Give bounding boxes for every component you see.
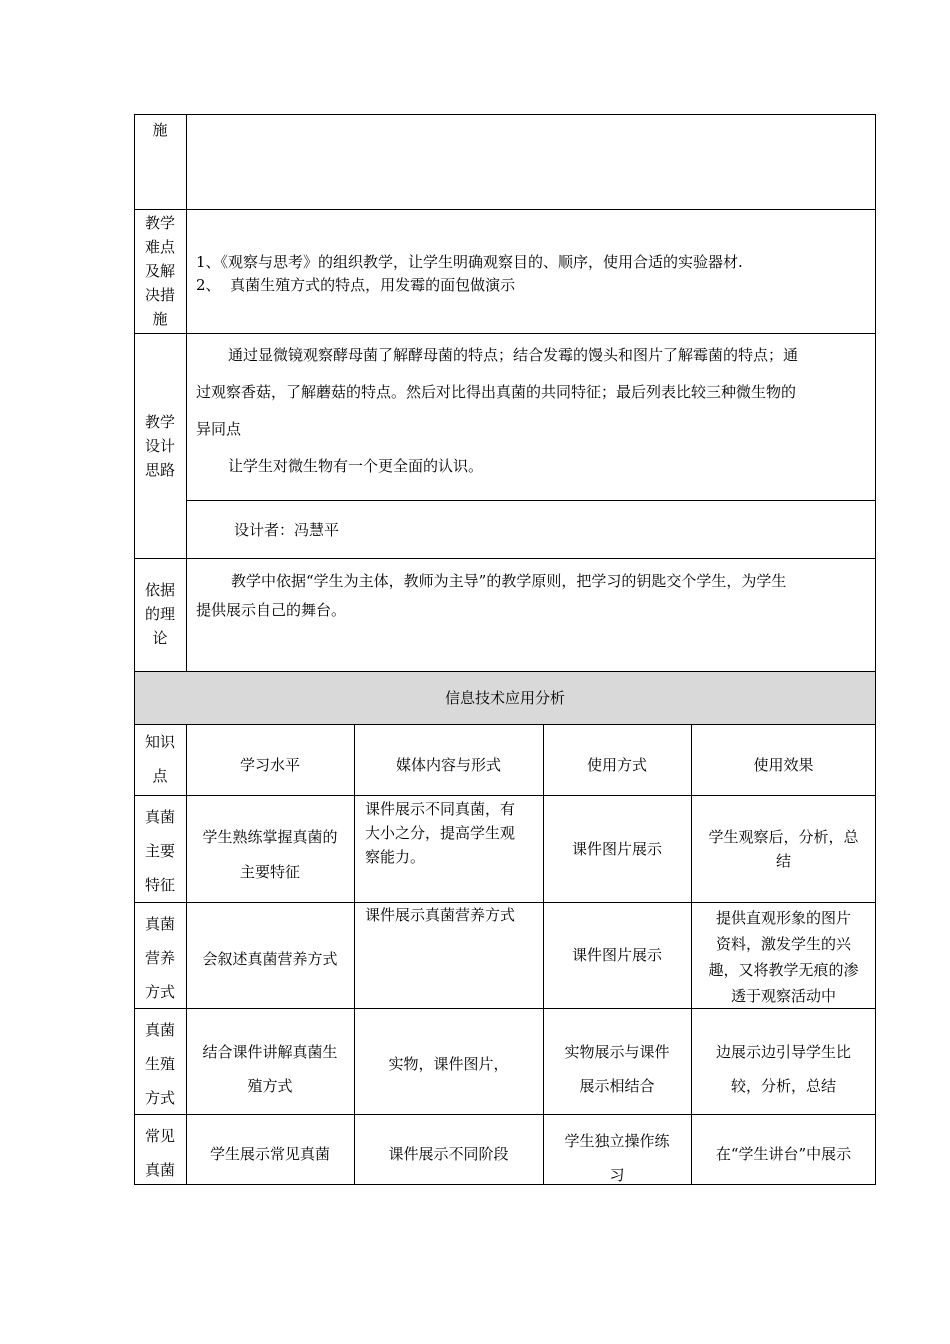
row4-usage: 学生独立操作练 习 [564, 1132, 670, 1184]
row1-usage: 课件图片展示 [571, 840, 662, 858]
row4-level: 学生展示常见真菌 [209, 1145, 330, 1163]
row-divider [186, 500, 876, 501]
row1-effect: 学生观察后，分析，总 结 [708, 828, 859, 870]
row3-level: 结合课件讲解真菌生 殖方式 [202, 1043, 338, 1095]
header-knowledge: 知识 点 [144, 733, 175, 785]
row2-media: 课件展示真菌营养方式 [365, 906, 516, 924]
col-divider [186, 114, 187, 671]
row3-knowledge: 真菌 生殖 方式 [144, 1021, 175, 1107]
header-level: 学习水平 [239, 756, 300, 774]
row2-knowledge: 真菌 营养 方式 [144, 915, 175, 1001]
section3-label: 教学 设计 思路 [144, 413, 175, 479]
difficulty-item-2: 2、 真菌生殖方式的特点，用发霉的面包做演示 [196, 276, 516, 294]
theory-paragraph: 教学中依据“学生为主体，教师为主导”的教学原则，把学习的钥匙交个学生，为学生 提供展示自己的舞台。 [196, 572, 787, 619]
row-divider [134, 724, 876, 725]
header-usage: 使用方式 [586, 756, 647, 774]
row-divider [134, 558, 876, 559]
row3-usage: 实物展示与课件 展示相结合 [564, 1043, 670, 1095]
difficulty-item-1: 1、《观察与思考》的组织教学，让学生明确观察目的、顺序，使用合适的实验器材. [196, 253, 743, 271]
row-divider [134, 333, 876, 334]
col-divider [354, 724, 355, 1185]
row1-level: 学生熟练掌握真菌的 主要特征 [202, 828, 338, 881]
row4-effect: 在“学生讲台”中展示 [715, 1145, 852, 1163]
header-effect: 使用效果 [753, 756, 814, 774]
row1-media: 课件展示不同真菌，有 大小之分，提高学生观 察能力。 [365, 800, 516, 866]
row3-media: 实物，课件图片， [388, 1055, 509, 1073]
row-divider [134, 209, 876, 210]
section4-label: 依据 的理 论 [144, 581, 175, 647]
row-divider [134, 795, 876, 796]
row2-usage: 课件图片展示 [571, 946, 662, 964]
section2-label: 教学 难点 及解 决措 施 [144, 214, 175, 328]
info-section-title: 信息技术应用分析 [444, 689, 565, 707]
design-paragraph: 通过显微镜观察酵母菌了解酵母菌的特点；结合发霉的馒头和图片了解霉菌的特点；通 过观察香菇，了解蘑菇的特点。然后对比得出真菌的共同特征；最后列表比较三种微生物的 异同点 让学生对微生物有一个更全面的认识。 [196, 346, 799, 475]
row2-level: 会叙述真菌营养方式 [202, 950, 338, 968]
section1-label: 施 [152, 121, 168, 139]
row-divider [134, 1114, 876, 1115]
row4-knowledge: 常见 真菌 [144, 1127, 175, 1179]
row4-media: 课件展示不同阶段 [388, 1145, 509, 1163]
row-divider [134, 671, 876, 672]
designer-line: 设计者：冯慧平 [234, 521, 340, 539]
row2-effect: 提供直观形象的图片 资料，激发学生的兴 趣，又将教学无痕的渗 透于观察活动中 [708, 909, 859, 1005]
lesson-plan-table [134, 114, 876, 1185]
row3-effect: 边展示边引导学生比 较，分析，总结 [715, 1043, 851, 1095]
header-media: 媒体内容与形式 [395, 756, 501, 774]
row1-knowledge: 真菌 主要 特征 [144, 808, 175, 894]
